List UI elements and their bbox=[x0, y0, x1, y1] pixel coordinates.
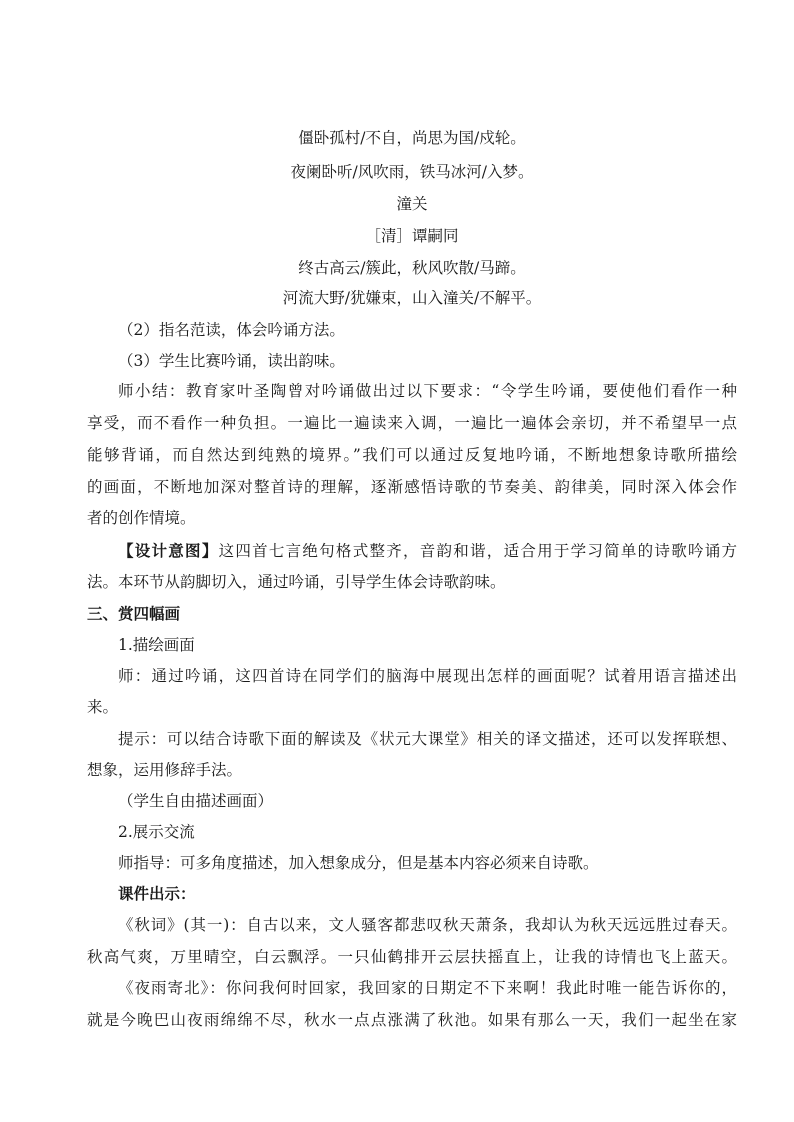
poem1-line4: 夜阑卧听/风吹雨，铁马冰河/入梦。 bbox=[290, 163, 534, 181]
step-2: （2）指名范读，体会吟诵方法。 bbox=[118, 321, 345, 339]
section-heading: 三、赏四幅画 bbox=[87, 604, 181, 623]
teacher-question-line-2: 来。 bbox=[87, 698, 119, 716]
poem2-author: ［清］谭嗣同 bbox=[365, 227, 459, 245]
courseware-label: 课件出示： bbox=[118, 884, 196, 903]
summary-line-5: 者的创作情境。 bbox=[87, 509, 196, 527]
summary-line-2: 享受，而不看作一种负担。一遍比一遍读来入调，一遍比一遍体会亲切，并不希望早一点 bbox=[87, 414, 737, 432]
summary-line-3: 能够背诵，而自然达到纯熟的境界。”我们可以通过反复地吟诵，不断地想象诗歌所描绘 bbox=[87, 446, 737, 464]
summary-line-1: 师小结：教育家叶圣陶曾对吟诵做出过以下要求：“令学生吟诵，要使他们看作一种 bbox=[118, 382, 737, 400]
qiuci-line-2: 秋高气爽，万里晴空，白云飘浮。一只仙鹤排开云层扶摇直上，让我的诗情也飞上蓝天。 bbox=[87, 948, 737, 966]
teacher-guidance: 师指导：可多角度描述，加入想象成分，但是基本内容必须来自诗歌。 bbox=[118, 854, 599, 872]
poem2-line2: 河流大野/犹嫌束，山入潼关/不解平。 bbox=[282, 289, 542, 307]
design-intent-text: 这四首七言绝句格式整齐，音韵和谐，适合用于学习简单的诗歌吟诵方 bbox=[218, 542, 737, 560]
yeyu-line-1: 《夜雨寄北》：你问我何时回家，我回家的日期定不下来啊！我此时唯一能告诉你的， bbox=[118, 979, 737, 997]
design-intent-line-1 bbox=[118, 541, 737, 561]
poem2-line1: 终古高云/簇此，秋风吹散/马蹄。 bbox=[298, 259, 526, 277]
design-intent-line-2: 法。本环节从韵脚切入，通过吟诵，引导学生体会诗歌韵味。 bbox=[87, 573, 506, 591]
design-intent-label: 【设计意图】 bbox=[118, 541, 219, 560]
yeyu-line-2: 就是今晚巴山夜雨绵绵不尽，秋水一点点涨满了秋池。如果有那么一天，我们一起坐在家 bbox=[87, 1011, 737, 1029]
qiuci-line-1: 《秋词》(其一)：自古以来，文人骚客都悲叹秋天萧条，我却认为秋天远远胜过春天。 bbox=[118, 916, 737, 934]
free-description-note: （学生自由描述画面） bbox=[118, 792, 274, 810]
subheading-1: 1.描绘画面 bbox=[118, 636, 195, 654]
subheading-2: 2.展示交流 bbox=[118, 823, 195, 841]
teacher-question-line-1: 师：通过吟诵，这四首诗在同学们的脑海中展现出怎样的画面呢？试着用语言描述出 bbox=[118, 667, 737, 685]
hint-line-2: 想象，运用修辞手法。 bbox=[87, 761, 243, 779]
poem2-title: 潼关 bbox=[396, 195, 428, 213]
summary-line-4: 的画面，不断地加深对整首诗的理解，逐渐感悟诗歌的节奏美、韵律美，同时深入体会作 bbox=[87, 478, 737, 496]
hint-line-1: 提示：可以结合诗歌下面的解读及《状元大课堂》相关的译文描述，还可以发挥联想、 bbox=[118, 730, 737, 748]
poem1-line3: 僵卧孤村/不自，尚思为国/戍轮。 bbox=[298, 129, 526, 147]
step-3: （3）学生比赛吟诵，读出韵味。 bbox=[118, 352, 345, 370]
